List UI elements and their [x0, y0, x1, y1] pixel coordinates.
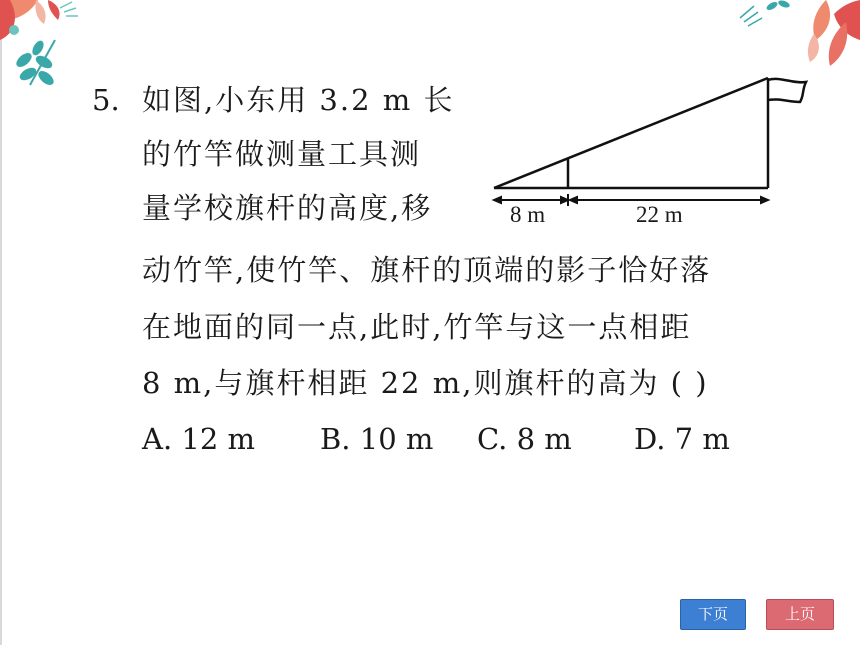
floral-decoration-top-right-icon [730, 0, 860, 72]
option-c-label: C. [477, 422, 508, 456]
question-line-1: 如图,小东用 3.2 m 长 [142, 83, 455, 117]
option-d[interactable] [634, 421, 730, 457]
question-line-4: 动竹竿,使竹竿、旗杆的顶端的影子恰好落 [142, 253, 712, 287]
option-b[interactable] [320, 421, 433, 457]
option-b-value: 10 m [359, 422, 434, 456]
option-a-label: A. [142, 422, 173, 456]
option-c-value: 8 m [516, 422, 572, 456]
option-a[interactable] [142, 421, 255, 457]
previous-page-button[interactable]: 上页 [766, 599, 834, 630]
option-a-value: 12 m [181, 422, 256, 456]
next-page-button[interactable]: 下页 [680, 599, 746, 630]
slide-left-edge [0, 0, 2, 645]
question-line-2: 的竹竿做测量工具测 [142, 137, 422, 171]
flag [768, 79, 806, 102]
option-c[interactable] [477, 421, 572, 457]
figure-label-8m: 8 m [510, 202, 546, 227]
figure-label-22m: 22 m [636, 202, 683, 227]
option-b-label: B. [320, 422, 351, 456]
floral-decoration-top-left-icon [0, 0, 110, 95]
question-line-3: 量学校旗杆的高度,移 [142, 191, 433, 225]
option-d-value: 7 m [674, 422, 730, 456]
sightline [494, 78, 768, 188]
question-line-6: 8 m,与旗杆相距 22 m,则旗杆的高为 ( ) [142, 366, 709, 400]
option-d-label: D. [634, 422, 666, 456]
question-number: 5. [92, 83, 120, 117]
question-line-5: 在地面的同一点,此时,竹竿与这一点相距 [142, 310, 692, 344]
